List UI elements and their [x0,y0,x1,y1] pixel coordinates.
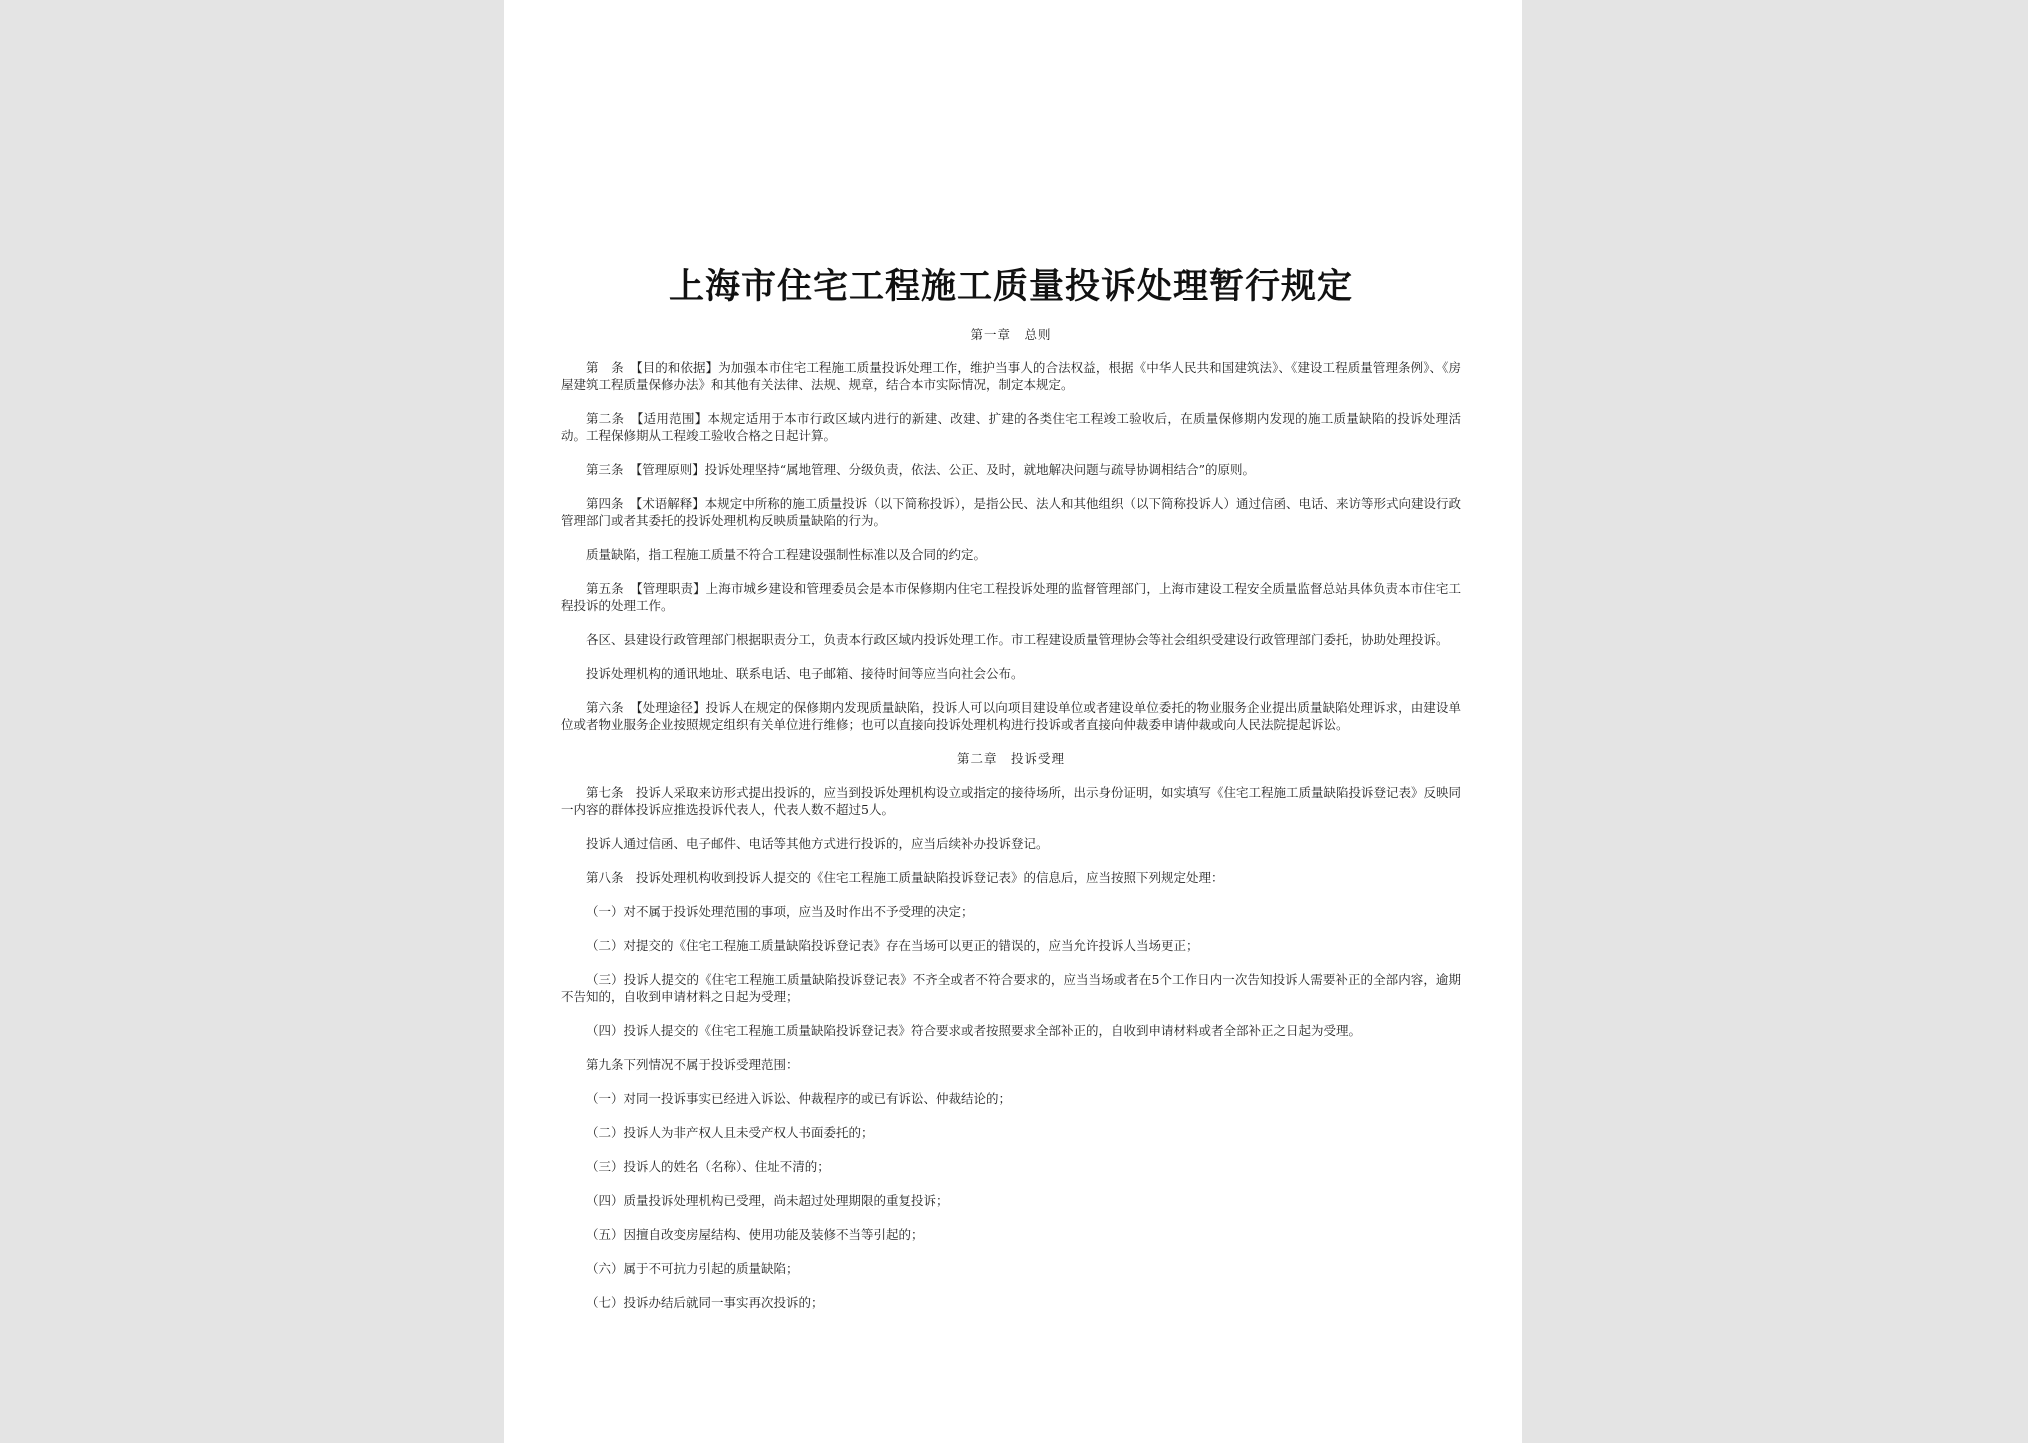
article-8-item-4: （四）投诉人提交的《住宅工程施工质量缺陷投诉登记表》符合要求或者按照要求全部补正的，自收到申请材料或者全部补正之日起为受理。 [586,1023,1362,1038]
article-5: 第五条 【管理职责】上海市城乡建设和管理委员会是本市保修期内住宅工程投诉处理的监督管理部门，上海市建设工程安全质量监督总站具体负责本市住宅工程投诉的处理工作。 [561,581,1461,613]
article-5-contact: 投诉处理机构的通讯地址、联系电话、电子邮箱、接待时间等应当向社会公布。 [586,666,1024,681]
article-9-item-2: （二）投诉人为非产权人且未受产权人书面委托的； [586,1125,874,1140]
article-9-item-5: （五）因擅自改变房屋结构、使用功能及装修不当等引起的； [586,1227,924,1242]
article-8-item-1: （一）对不属于投诉处理范围的事项，应当及时作出不予受理的决定； [586,904,974,919]
document-title: 上海市住宅工程施工质量投诉处理暂行规定 [668,266,1353,307]
article-6: 第六条 【处理途径】投诉人在规定的保修期内发现质量缺陷，投诉人可以向项目建设单位或者建设单位委托的物业服务企业提出质量缺陷处理诉求，由建设单位或者物业服务企业按照规定组织有关单位进行维修；也可以直接向投诉处理机构进行投诉或者直接向仲裁委申请仲裁或向人民法院提起诉讼。 [561,700,1461,732]
article-9: 第九条下列情况不属于投诉受理范围： [586,1057,799,1072]
article-2: 第二条 【适用范围】本规定适用于本市行政区域内进行的新建、改建、扩建的各类住宅工程竣工验收后，在质量保修期内发现的施工质量缺陷的投诉处理活动。工程保修期从工程竣工验收合格之日起计算。 [561,411,1461,443]
article-1: 第 条 【目的和依据】为加强本市住宅工程施工质量投诉处理工作，维护当事人的合法权益，根据《中华人民共和国建筑法》、《建设工程质量管理条例》、《房屋建筑工程质量保修办法》和其他有关法律、法规、规章，结合本市实际情况，制定本规定。 [561,360,1461,392]
chapter-heading-2: 第二章 投诉受理 [956,751,1065,766]
article-3: 第三条 【管理原则】投诉处理坚持“属地管理、分级负责，依法、公正、及时，就地解决问题与疏导协调相结合”的原则。 [586,462,1256,477]
article-4: 第四条 【术语解释】本规定中所称的施工质量投诉（以下简称投诉），是指公民、法人和其他组织（以下简称投诉人）通过信函、电话、来访等形式向建设行政管理部门或者其委托的投诉处理机构反映质量缺陷的行为。 [561,496,1462,528]
article-9-item-1: （一）对同一投诉事实已经进入诉讼、仲裁程序的或已有诉讼、仲裁结论的； [586,1091,1012,1106]
article-9-item-6: （六）属于不可抗力引起的质量缺陷； [586,1261,799,1276]
article-8: 第八条 投诉处理机构收到投诉人提交的《住宅工程施工质量缺陷投诉登记表》的信息后，应当按照下列规定处理： [586,870,1224,885]
article-9-item-3: （三）投诉人的姓名（名称）、住址不清的； [586,1159,830,1174]
article-4-definition: 质量缺陷，指工程施工质量不符合工程建设强制性标准以及合同的约定。 [586,547,987,562]
article-8-item-3: （三）投诉人提交的《住宅工程施工质量缺陷投诉登记表》不齐全或者不符合要求的，应当当场或者在5个工作日内一次告知投诉人需要补正的全部内容，逾期不告知的，自收到申请材料之日起为受理； [561,972,1461,1004]
chapter-heading-1: 第一章 总则 [970,327,1052,342]
document-page [504,0,1522,1443]
article-7: 第七条 投诉人采取来访形式提出投诉的，应当到投诉处理机构设立或指定的接待场所，出示身份证明，如实填写《住宅工程施工质量缺陷投诉登记表》反映同一内容的群体投诉应推选投诉代表人，代表人数不超过5人。 [561,785,1462,817]
article-8-item-2: （二）对提交的《住宅工程施工质量缺陷投诉登记表》存在当场可以更正的错误的，应当允许投诉人当场更正； [586,938,1199,953]
article-7-followup: 投诉人通过信函、电子邮件、电话等其他方式进行投诉的，应当后续补办投诉登记。 [586,836,1049,851]
article-5-districts: 各区、县建设行政管理部门根据职责分工，负责本行政区域内投诉处理工作。市工程建设质量管理协会等社会组织受建设行政管理部门委托，协助处理投诉。 [586,632,1449,647]
article-9-item-7: （七）投诉办结后就同一事实再次投诉的； [586,1295,824,1310]
article-9-item-4: （四）质量投诉处理机构已受理，尚未超过处理期限的重复投诉； [586,1193,949,1208]
document-content [561,264,1461,1328]
